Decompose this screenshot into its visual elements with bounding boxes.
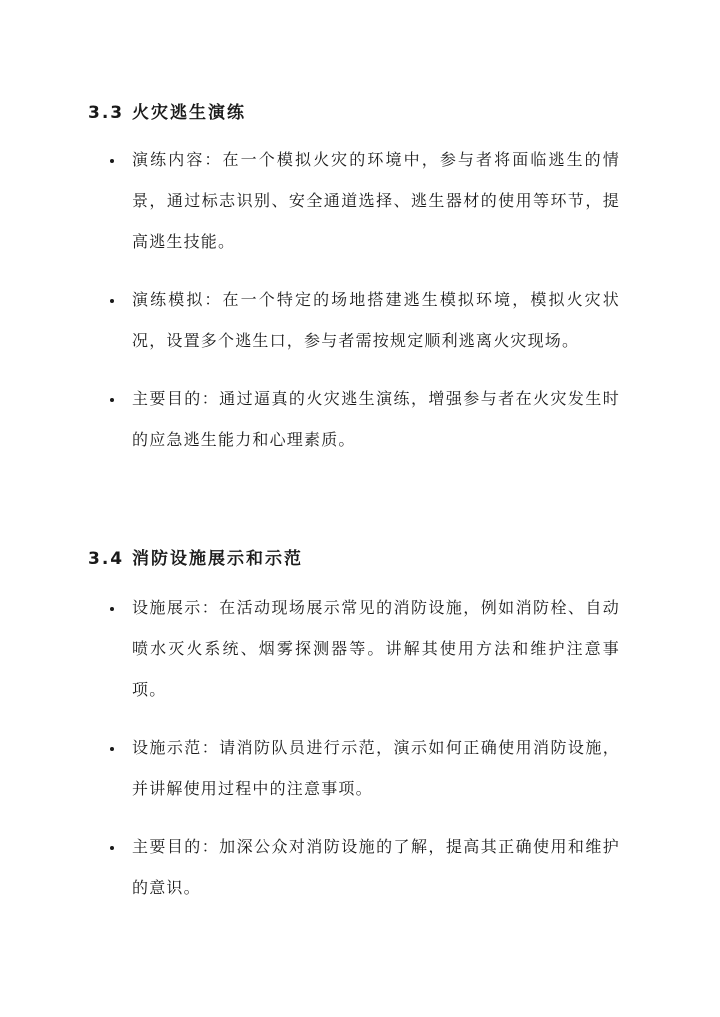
bullet-dot-icon	[110, 846, 114, 850]
section-heading-3-3: 3.3 火灾逃生演练	[88, 103, 247, 124]
list-item-text: 演练内容：在一个模拟火灾的环境中，参与者将面临逃生的情景，通过标志识别、安全通道选择、逃生器材的使用等环节，提高逃生技能。	[132, 150, 620, 251]
list-item-text: 演练模拟：在一个特定的场地搭建逃生模拟环境，模拟火灾状况，设置多个逃生口，参与者需按规定顺利逃离火灾现场。	[132, 290, 620, 350]
bullet-list-3-3	[0, 139, 720, 477]
list-item-text: 主要目的：通过逼真的火灾逃生演练，增强参与者在火灾发生时的应急逃生能力和心理素质。	[132, 389, 620, 449]
list-item	[0, 587, 620, 710]
list-item	[0, 378, 620, 460]
list-item-text: 设施示范：请消防队员进行示范，演示如何正确使用消防设施，并讲解使用过程中的注意事项。	[132, 738, 620, 798]
list-item	[0, 826, 620, 908]
bullet-list-3-4	[0, 587, 720, 925]
list-item	[0, 727, 620, 809]
bullet-dot-icon	[110, 299, 114, 303]
bullet-dot-icon	[110, 607, 114, 611]
bullet-dot-icon	[110, 159, 114, 163]
list-item-text: 设施展示：在活动现场展示常见的消防设施，例如消防栓、自动喷水灭火系统、烟雾探测器等。讲解其使用方法和维护注意事项。	[132, 598, 620, 699]
list-item-text: 主要目的：加深公众对消防设施的了解，提高其正确使用和维护的意识。	[132, 837, 620, 897]
bullet-dot-icon	[110, 398, 114, 402]
list-item	[0, 279, 620, 361]
bullet-dot-icon	[110, 747, 114, 751]
section-heading-3-4: 3.4 消防设施展示和示范	[88, 549, 304, 570]
list-item	[0, 139, 620, 262]
